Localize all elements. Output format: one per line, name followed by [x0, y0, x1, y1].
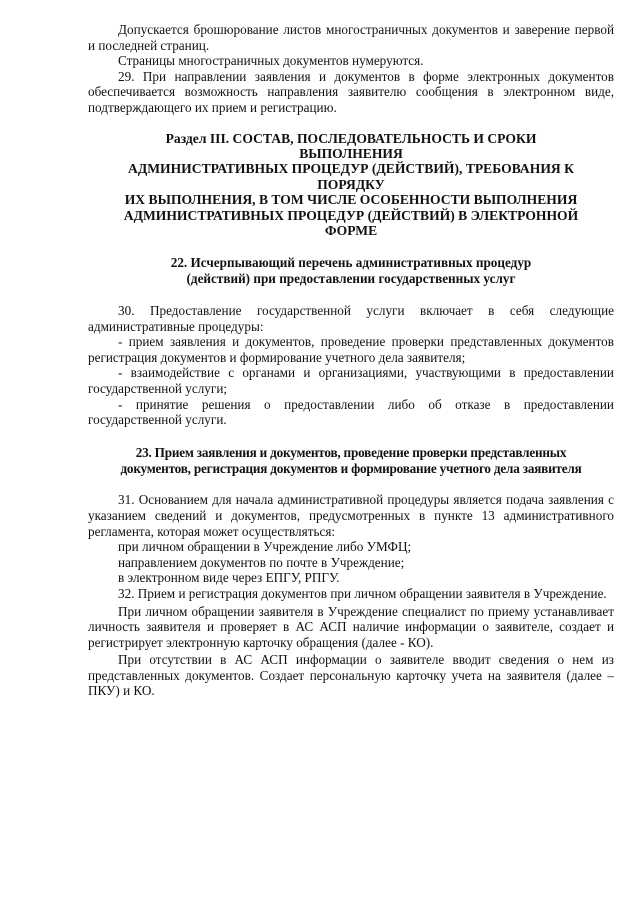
- paragraph-32-personal-visit: При личном обращении заявителя в Учреждение специалист по приему устанавливает личность заявителя и проверяет в АС АСП наличие информации о заявителе, создает и регистрирует электронную карточку обращения (далее - КО).: [88, 603, 614, 650]
- section-3-title-line: ПОРЯДКУ: [317, 176, 385, 192]
- subsection-22-title: [88, 255, 614, 287]
- paragraph-31: 31. Основанием для начала административной процедуры является подача заявления с указанием сведений и документов, предусмотренных в пункте 13 административного регламента, которая может осуществляться:: [88, 492, 614, 539]
- paragraph-30: 30. Предоставление государственной услуги включает в себя следующие административные процедуры:: [88, 303, 614, 334]
- subsection-23-title: [88, 445, 614, 477]
- intro-paragraph-binding: Допускается брошюрование листов многостраничных документов и заверение первой и последней страниц.: [88, 22, 614, 53]
- procedure-item: - прием заявления и документов, проведение проверки представленных документов регистрация документов и формирование учетного дела заявителя;: [88, 334, 614, 365]
- paragraph-32: 32. Прием и регистрация документов при личном обращении заявителя в Учреждение.: [118, 585, 607, 601]
- procedure-item: - принятие решения о предоставлении либо об отказе в предоставлении государственной услуги.: [88, 396, 614, 428]
- intro-paragraph-numbering: Страницы многостраничных документов нумеруются.: [118, 53, 424, 69]
- section-3-title-line: ИХ ВЫПОЛНЕНИЯ, В ТОМ ЧИСЛЕ ОСОБЕННОСТИ ВЫПОЛНЕНИЯ: [124, 192, 578, 208]
- paragraph-32-no-info: При отсутствии в АС АСП информации о заявителе вводит сведения о нем из представленных документов. Создает персональную карточку учета на заявителя (далее – ПКУ) и КО.: [88, 652, 614, 699]
- section-3-title-line: ФОРМЕ: [324, 223, 378, 238]
- subsection-23-title-line: 23. Прием заявления и документов, проведение проверки представленных: [135, 444, 567, 460]
- subsection-22-title-line: 22. Исчерпывающий перечень административных процедур: [170, 255, 532, 271]
- submission-option: в электронном виде через ЕПГУ, РПГУ.: [118, 570, 340, 586]
- section-3-title-line: АДМИНИСТРАТИВНЫХ ПРОЦЕДУР (ДЕЙСТВИЙ), ТРЕБОВАНИЯ К: [128, 161, 574, 177]
- submission-option: направлением документов по почте в Учреждение;: [118, 554, 405, 570]
- section-3-title-line: Раздел III. СОСТАВ, ПОСЛЕДОВАТЕЛЬНОСТЬ И СРОКИ: [165, 130, 537, 146]
- section-3-title-line: ВЫПОЛНЕНИЯ: [299, 145, 403, 161]
- section-3-title: [88, 131, 614, 239]
- procedure-item: - взаимодействие с органами и организациями, участвующими в предоставлении государственной услуги;: [88, 365, 614, 396]
- submission-option: при личном обращении в Учреждение либо УМФЦ;: [118, 539, 412, 555]
- subsection-23-title-line: документов, регистрация документов и формирование учетного дела заявителя: [120, 460, 582, 476]
- subsection-22-title-line: (действий) при предоставлении государственных услуг: [186, 271, 516, 287]
- paragraph-29: 29. При направлении заявления и документов в форме электронных документов обеспечивается возможность направления заявителю сообщения в электронном виде, подтверждающего их прием и регистрацию.: [88, 68, 614, 115]
- section-3-title-line: АДМИНИСТРАТИВНЫХ ПРОЦЕДУР (ДЕЙСТВИЙ) В ЭЛЕКТРОННОЙ: [123, 207, 579, 223]
